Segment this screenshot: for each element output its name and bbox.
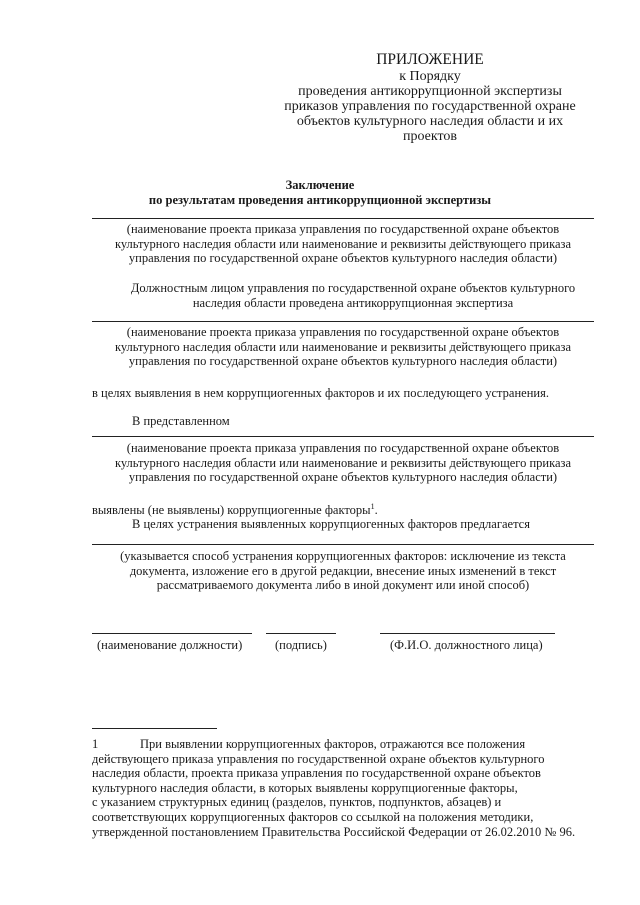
caption-block-4 (92, 549, 594, 593)
heading-subtitle: по результатам проведения антикоррупционной экспертизы (148, 193, 492, 207)
appendix-line: приказов управления по государственной охране (284, 99, 576, 114)
caption-block-2 (92, 325, 594, 369)
official-text (110, 281, 596, 310)
footnote-line: наследия области, проекта приказа управления по государственной охране объектов (92, 766, 541, 781)
footnote-ref: 1 (370, 502, 375, 511)
text-line: наследия области проведена антикоррупционная экспертиза (192, 295, 514, 310)
footnote-line: утвержденной постановлением Правительства Российской Федерации от 26.02.2010 № 96. (92, 824, 576, 839)
signature-line-name (380, 633, 555, 634)
found-label: выявлены (не выявлены) коррупциогенные факторы (92, 503, 371, 518)
caption-line: культурного наследия области или наименование и реквизиты действующего приказа (114, 455, 572, 470)
presented-text: В представленном (132, 414, 230, 428)
caption-line: культурного наследия области или наименование и реквизиты действующего приказа (114, 339, 572, 354)
appendix-line: проведения антикоррупционной экспертизы (298, 84, 562, 99)
caption-line: (наименование проекта приказа управления по государственной охране объектов (126, 222, 560, 236)
fill-line (92, 436, 594, 437)
caption-line: (указывается способ устранения коррупциогенных факторов: исключение из текста (120, 549, 566, 563)
caption-line: рассматриваемого документа либо в иной документ или иной способ) (156, 578, 530, 592)
appendix-line: к Порядку (399, 69, 461, 84)
signature-position-label: (наименование должности) (97, 638, 243, 652)
text-line: Должностным лицом управления по государственной охране объектов культурного (130, 281, 576, 295)
appendix-title: ПРИЛОЖЕНИЕ (376, 51, 484, 68)
fill-line (92, 544, 594, 545)
heading-title: Заключение (285, 178, 355, 192)
footnote-line (92, 737, 594, 752)
caption-line: управления по государственной охране объектов культурного наследия области) (128, 251, 558, 265)
found-end: . (374, 503, 378, 518)
caption-line: (наименование проекта приказа управления по государственной охране объектов (126, 325, 560, 339)
caption-block-3 (92, 441, 594, 485)
appendix-header (280, 52, 580, 144)
fill-line (92, 321, 594, 322)
purpose-text: в целях выявления в нем коррупциогенных факторов и их последующего устранения. (92, 386, 549, 400)
proposal-text: В целях устранения выявленных коррупциогенных факторов предлагается (132, 517, 530, 531)
footnote-number: 1 (92, 737, 99, 751)
appendix-line: проектов (402, 129, 458, 144)
caption-line: культурного наследия области или наименование и реквизиты действующего приказа (114, 236, 572, 251)
caption-block-1 (92, 222, 594, 266)
signature-name-label: (Ф.И.О. должностного лица) (390, 638, 543, 652)
footnote-line: с указанием структурных единиц (разделов, пунктов, подпунктов, абзацев) и (92, 795, 502, 810)
footnote-text: При выявлении коррупциогенных факторов, отражаются все положения (140, 737, 526, 751)
fill-line (92, 218, 594, 219)
caption-line: управления по государственной охране объектов культурного наследия области) (128, 470, 558, 484)
signature-line-sign (266, 633, 336, 634)
signature-line-position (92, 633, 252, 634)
appendix-line: объектов культурного наследия области и их (296, 114, 564, 129)
footnote-line: соответствующих коррупциогенных факторов со ссылкой на положения методики, (92, 809, 534, 824)
footnote-separator (92, 728, 217, 729)
footnote-line: действующего приказа управления по государственной охране объектов культурного (92, 751, 545, 766)
signature-sign-label: (подпись) (275, 638, 327, 652)
footnote (92, 737, 594, 839)
footnote-line: культурного наследия области, в которых выявлены коррупциогенные факторы, (92, 780, 518, 795)
caption-line: управления по государственной охране объектов культурного наследия области) (128, 354, 558, 368)
document-heading (100, 178, 540, 208)
caption-line: документа, изложение его в другой редакции, внесение иных изменений в текст (129, 563, 557, 578)
caption-line: (наименование проекта приказа управления по государственной охране объектов (126, 441, 560, 455)
found-text (92, 500, 378, 518)
